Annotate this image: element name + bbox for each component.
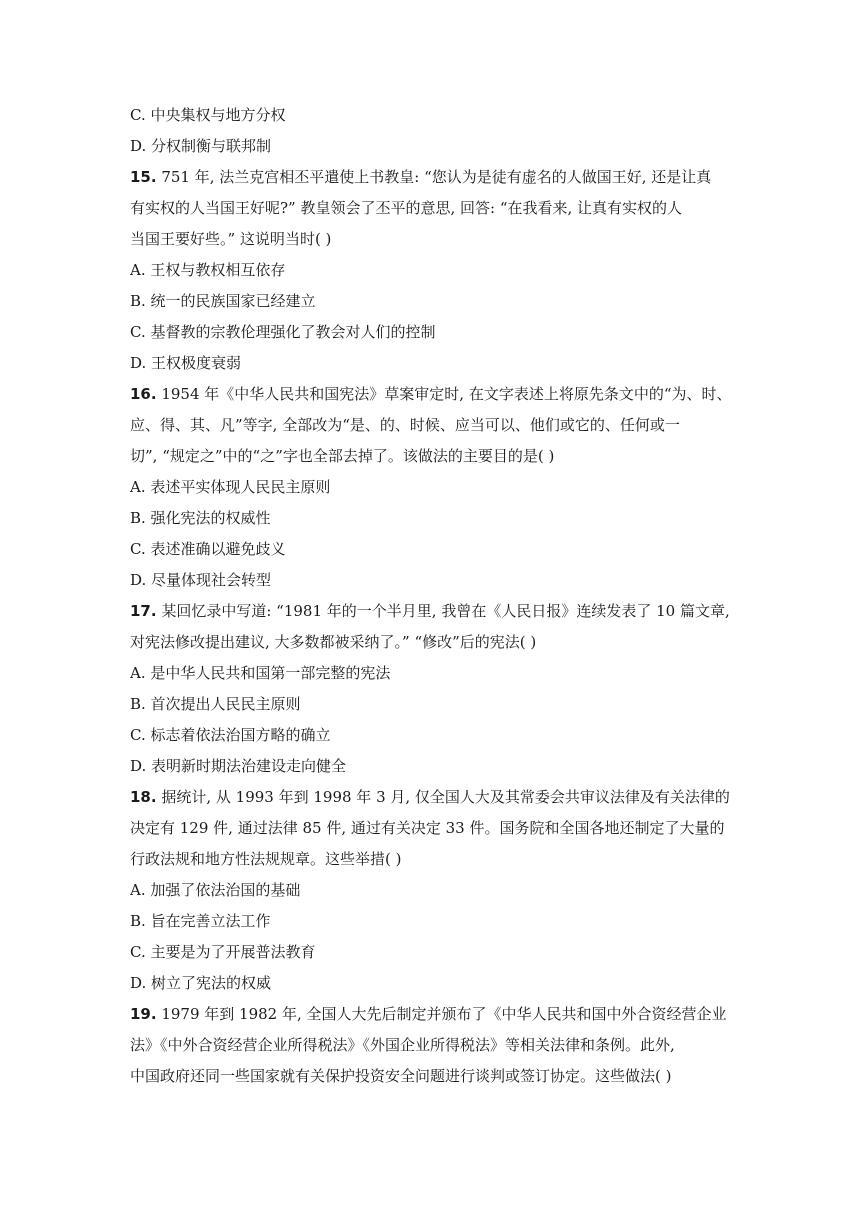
text-line — [130, 228, 740, 259]
line-text: 751 年, 法兰克宫相丕平遣使上书教皇: “您认为是徒有虚名的人做国王好, 还是让真 — [156, 168, 712, 186]
line-text: 应、得、其、凡”等字, 全部改为“是、的、时候、应当可以、他们或它的、任何或一 — [130, 416, 680, 434]
line-text: B. 旨在完善立法工作 — [130, 912, 271, 930]
text-line — [130, 538, 740, 569]
line-text: 1954 年《中华人民共和国宪法》草案审定时, 在文字表述上将原先条文中的“为、时、 — [156, 385, 732, 403]
line-text: A. 是中华人民共和国第一部完整的宪法 — [130, 664, 391, 682]
text-line — [130, 569, 740, 600]
line-text: C. 中央集权与地方分权 — [130, 106, 286, 124]
document-page — [130, 104, 740, 1096]
question-line — [130, 600, 740, 631]
line-text: D. 表明新时期法治建设走向健全 — [130, 757, 347, 775]
line-text: A. 加强了依法治国的基础 — [130, 881, 301, 899]
line-text: A. 王权与教权相互依存 — [130, 261, 286, 279]
line-text: C. 标志着依法治国方略的确立 — [130, 726, 331, 744]
text-line — [130, 817, 740, 848]
text-line — [130, 724, 740, 755]
text-line — [130, 910, 740, 941]
question-line — [130, 786, 740, 817]
text-line — [130, 290, 740, 321]
text-line — [130, 1065, 740, 1096]
line-text: D. 分权制衡与联邦制 — [130, 137, 272, 155]
text-line — [130, 104, 740, 135]
text-line — [130, 321, 740, 352]
line-text: C. 主要是为了开展普法教育 — [130, 943, 316, 961]
text-line — [130, 755, 740, 786]
text-line — [130, 476, 740, 507]
question-number: 19. — [130, 1005, 157, 1023]
question-number: 15. — [130, 168, 157, 186]
line-text: 行政法规和地方性法规规章。这些举措( ) — [130, 850, 402, 868]
line-text: 法》《中外合资经营企业所得税法》《外国企业所得税法》等相关法律和条例。此外, — [130, 1036, 675, 1054]
question-line — [130, 166, 740, 197]
line-text: B. 首次提出人民民主原则 — [130, 695, 301, 713]
text-line — [130, 135, 740, 166]
line-text: 1979 年到 1982 年, 全国人大先后制定并颁布了《中华人民共和国中外合资经营企业 — [156, 1005, 727, 1023]
question-line — [130, 1003, 740, 1034]
line-text: C. 基督教的宗教伦理强化了教会对人们的控制 — [130, 323, 436, 341]
text-line — [130, 848, 740, 879]
text-line — [130, 507, 740, 538]
question-number: 17. — [130, 602, 157, 620]
line-text: 切”, “规定之”中的“之”字也全部去掉了。该做法的主要目的是( ) — [130, 447, 555, 465]
line-text: 有实权的人当国王好呢?” 教皇领会了丕平的意思, 回答: “在我看来, 让真有实权的人 — [130, 199, 683, 217]
line-text: 对宪法修改提出建议, 大多数都被采纳了。” “修改”后的宪法( ) — [130, 633, 537, 651]
text-line — [130, 972, 740, 1003]
text-line — [130, 693, 740, 724]
line-text: C. 表述准确以避免歧义 — [130, 540, 286, 558]
question-line — [130, 383, 740, 414]
line-text: 据统计, 从 1993 年到 1998 年 3 月, 仅全国人大及其常委会共审议法律及有关法律的 — [156, 788, 730, 806]
line-text: D. 尽量体现社会转型 — [130, 571, 272, 589]
line-text: 决定有 129 件, 通过法律 85 件, 通过有关决定 33 件。国务院和全国各地还制定了大量的 — [130, 819, 725, 837]
line-text: A. 表述平实体现人民民主原则 — [130, 478, 331, 496]
text-line — [130, 352, 740, 383]
line-text: 某回忆录中写道: “1981 年的一个半月里, 我曾在《人民日报》连续发表了 10 篇文章, — [156, 602, 730, 620]
text-line — [130, 414, 740, 445]
text-line — [130, 259, 740, 290]
line-text: D. 王权极度衰弱 — [130, 354, 242, 372]
text-line — [130, 941, 740, 972]
text-line — [130, 662, 740, 693]
line-text: B. 强化宪法的权威性 — [130, 509, 271, 527]
text-line — [130, 1034, 740, 1065]
question-number: 18. — [130, 788, 157, 806]
text-line — [130, 445, 740, 476]
line-text: B. 统一的民族国家已经建立 — [130, 292, 316, 310]
text-line — [130, 879, 740, 910]
line-text: 中国政府还同一些国家就有关保护投资安全问题进行谈判或签订协定。这些做法( ) — [130, 1067, 672, 1085]
line-text: 当国王要好些。” 这说明当时( ) — [130, 230, 332, 248]
text-line — [130, 197, 740, 228]
question-number: 16. — [130, 385, 157, 403]
text-line — [130, 631, 740, 662]
line-text: D. 树立了宪法的权威 — [130, 974, 272, 992]
